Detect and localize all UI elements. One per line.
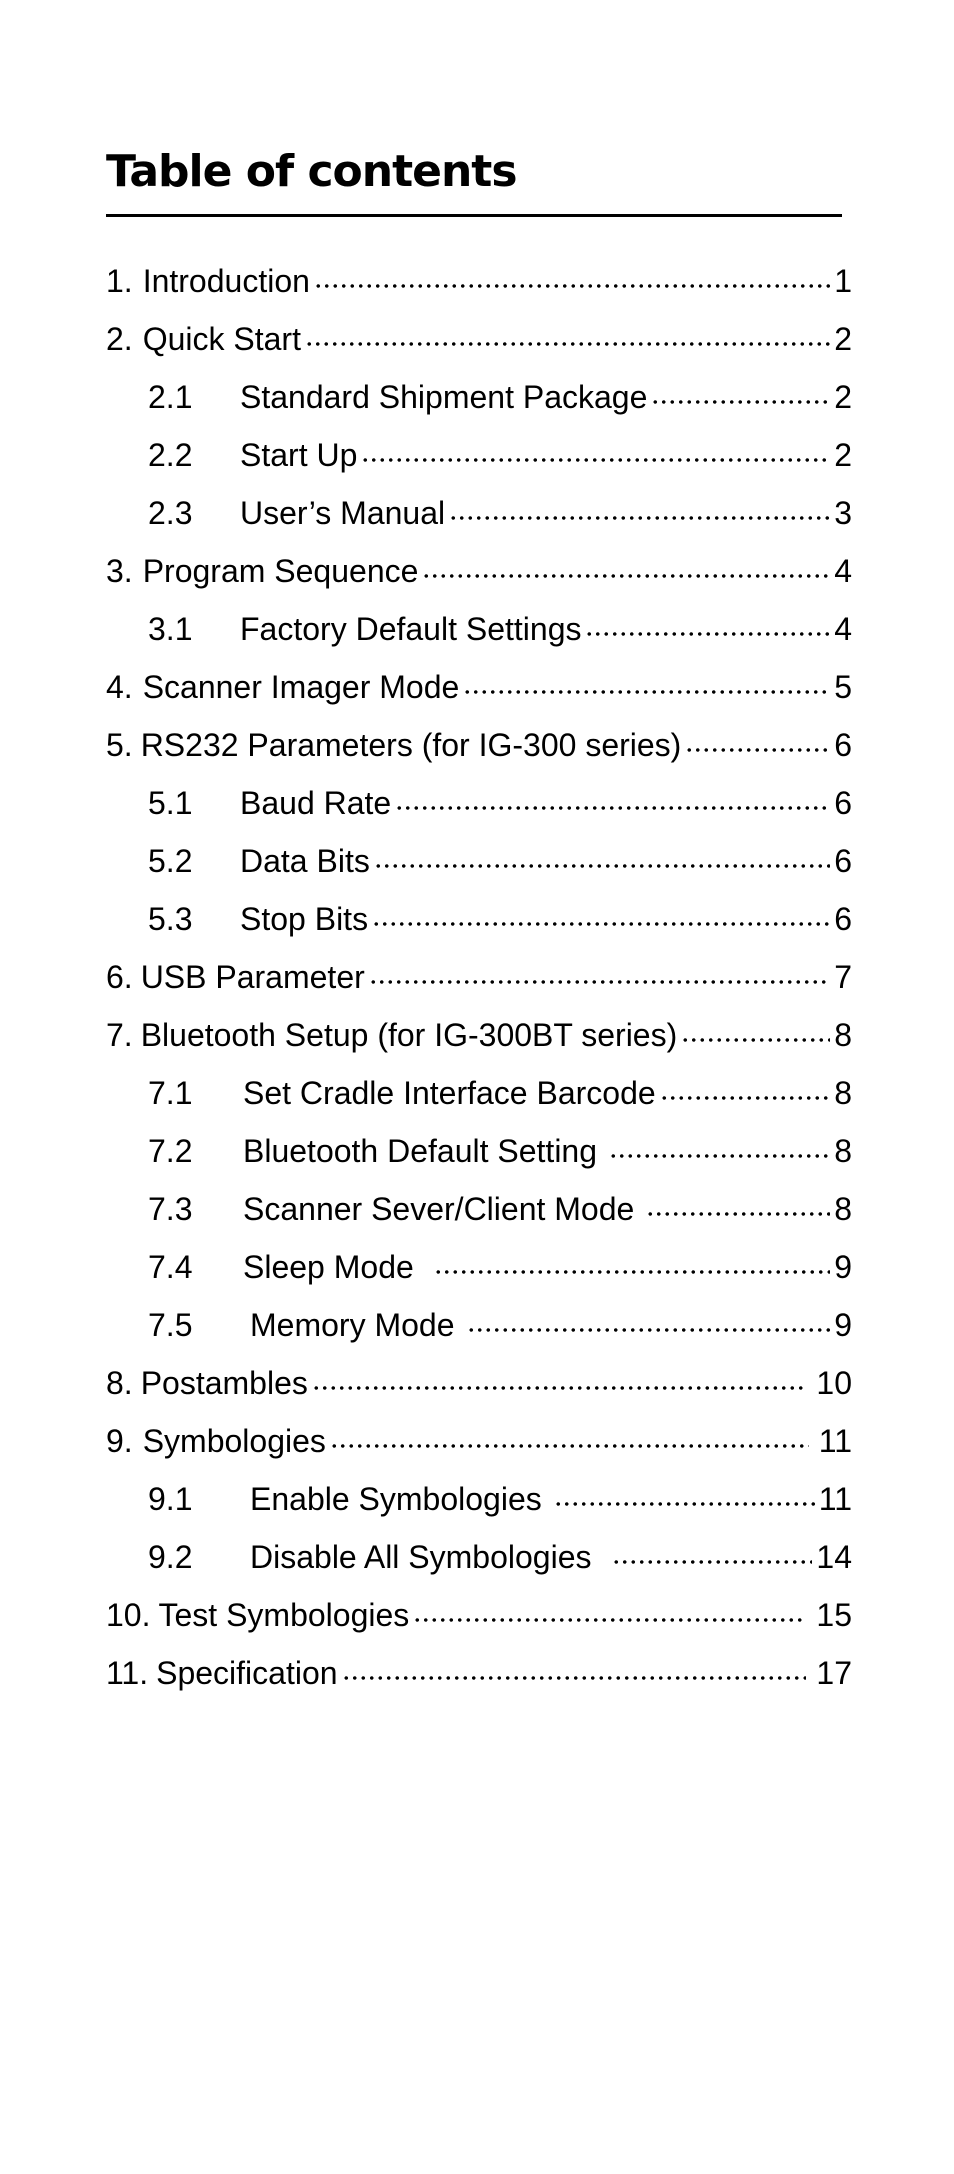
dot-leader [395, 780, 830, 814]
toc-entry-page: 2 [834, 321, 852, 357]
toc-entry-stop-bits[interactable] [148, 896, 852, 940]
dot-leader [685, 722, 830, 756]
toc-entry-number: 9. [106, 1423, 133, 1459]
toc-entry-page: 7 [834, 959, 852, 995]
toc-entry-number: 7. [106, 1017, 133, 1053]
page-title: Table of contents [106, 146, 517, 197]
toc-entry-page: 6 [834, 785, 852, 821]
dot-leader [463, 664, 830, 698]
toc-entry-page: 11 [818, 1423, 852, 1459]
toc-entry-number: 7.4 [148, 1249, 193, 1285]
toc-entry-title: Program Sequence [142, 553, 419, 589]
toc-entry-title: Scanner Imager Mode [142, 669, 460, 705]
toc-entry-introduction[interactable] [106, 258, 852, 302]
dot-leader [374, 838, 830, 872]
toc-entry-scanner-sever-client-mode[interactable] [148, 1186, 852, 1230]
toc-entry-users-manual[interactable] [148, 490, 852, 534]
toc-entry-disable-all-symbologies[interactable] [148, 1534, 852, 1578]
toc-entry-title: Sleep Mode [243, 1249, 414, 1285]
toc-entry-number: 2.2 [148, 437, 193, 473]
dot-leader [312, 1360, 807, 1394]
toc-entry-number: 3. [106, 553, 133, 589]
toc-entry-title: Test Symbologies [158, 1597, 410, 1633]
toc-entry-title: User’s Manual [240, 495, 446, 531]
dot-leader [585, 606, 830, 640]
dot-leader [361, 432, 830, 466]
toc-entry-number: 5.1 [148, 785, 193, 821]
dot-leader [413, 1592, 806, 1626]
toc-entry-page: 5 [834, 669, 852, 705]
toc-entry-number: 1. [106, 263, 133, 299]
dot-leader [651, 374, 830, 408]
toc-entry-memory-mode[interactable] [148, 1302, 852, 1346]
toc-entry-specification[interactable] [106, 1650, 852, 1694]
toc-entry-title: Postambles [140, 1365, 308, 1401]
toc-entry-number: 4. [106, 669, 133, 705]
toc-entry-title: Bluetooth Default Setting [243, 1133, 598, 1169]
toc-entry-number: 7.1 [148, 1075, 193, 1111]
toc-entry-bluetooth-default-setting[interactable] [148, 1128, 852, 1172]
dot-leader [434, 1244, 830, 1278]
dot-leader [372, 896, 830, 930]
toc-entry-page: 8 [834, 1191, 852, 1227]
toc-entry-number: 7.2 [148, 1133, 193, 1169]
toc-entry-enable-symbologies[interactable] [148, 1476, 852, 1520]
toc-entry-set-cradle-interface-barcode[interactable] [148, 1070, 852, 1114]
toc-entry-standard-shipment-package[interactable] [148, 374, 852, 418]
toc-entry-title: Stop Bits [240, 901, 369, 937]
toc-entry-number: 3.1 [148, 611, 193, 647]
toc-entry-title: Start Up [240, 437, 358, 473]
toc-entry-scanner-imager-mode[interactable] [106, 664, 852, 708]
toc-entry-title: Factory Default Settings [240, 611, 582, 647]
toc-entry-page: 6 [834, 843, 852, 879]
toc-entry-page: 9 [834, 1307, 852, 1343]
toc-entry-number: 10. [106, 1597, 151, 1633]
toc-entry-number: 6. [106, 959, 133, 995]
toc-entry-page: 9 [834, 1249, 852, 1285]
toc-entry-program-sequence[interactable] [106, 548, 852, 592]
dot-leader [467, 1302, 831, 1336]
toc-entry-title: Scanner Sever/Client Mode [243, 1191, 635, 1227]
toc-entry-page: 2 [834, 379, 852, 415]
toc-entry-data-bits[interactable] [148, 838, 852, 882]
toc-entry-page: 15 [816, 1597, 852, 1633]
toc-entry-page: 8 [834, 1075, 852, 1111]
dot-leader [681, 1012, 830, 1046]
toc-entry-title: Bluetooth Setup (for IG-300BT series) [140, 1017, 678, 1053]
toc-entry-page: 4 [834, 611, 852, 647]
dot-leader [646, 1186, 830, 1220]
toc-entry-page: 17 [816, 1655, 852, 1691]
dot-leader [305, 316, 830, 350]
toc-entry-page: 2 [834, 437, 852, 473]
toc-entry-title: Memory Mode [250, 1307, 455, 1343]
toc-entry-title: Set Cradle Interface Barcode [243, 1075, 656, 1111]
toc-entry-postambles[interactable] [106, 1360, 852, 1404]
toc-entry-number: 5.3 [148, 901, 193, 937]
toc-entry-number: 9.2 [148, 1539, 193, 1575]
dot-leader [449, 490, 830, 524]
toc-entry-title: USB Parameter [140, 959, 365, 995]
toc-entry-bluetooth-setup[interactable] [106, 1012, 852, 1056]
toc-entry-title: RS232 Parameters (for IG-300 series) [140, 727, 682, 763]
toc-entry-title: Symbologies [142, 1423, 326, 1459]
toc-entry-page: 8 [834, 1017, 852, 1053]
toc-entry-title: Enable Symbologies [250, 1481, 542, 1517]
toc-entry-title: Specification [156, 1655, 338, 1691]
toc-entry-symbologies[interactable] [106, 1418, 852, 1462]
toc-entry-page: 8 [834, 1133, 852, 1169]
toc-entry-number: 7.5 [148, 1307, 193, 1343]
dot-leader [369, 954, 830, 988]
dot-leader [314, 258, 830, 292]
toc-entry-number: 7.3 [148, 1191, 193, 1227]
toc-entry-rs232-parameters[interactable] [106, 722, 852, 766]
toc-entry-title: Quick Start [142, 321, 301, 357]
dot-leader [609, 1128, 830, 1162]
toc-entry-page: 6 [834, 727, 852, 763]
dot-leader [342, 1650, 807, 1684]
toc-entry-title: Data Bits [240, 843, 370, 879]
dot-leader [660, 1070, 831, 1104]
toc-entry-factory-default-settings[interactable] [148, 606, 852, 650]
dot-leader [330, 1418, 809, 1452]
toc-entry-page: 1 [834, 263, 852, 299]
dot-leader [554, 1476, 815, 1510]
toc-entry-quick-start[interactable] [106, 316, 852, 360]
toc-entry-title: Disable All Symbologies [250, 1539, 592, 1575]
toc-entry-page: 11 [818, 1481, 852, 1517]
toc-entry-number: 5.2 [148, 843, 193, 879]
toc-entry-page: 14 [816, 1539, 852, 1575]
toc-entry-number: 11. [106, 1655, 149, 1691]
dot-leader [612, 1534, 813, 1568]
toc-entry-test-symbologies[interactable] [106, 1592, 852, 1636]
toc-entry-baud-rate[interactable] [148, 780, 852, 824]
toc-entry-number: 9.1 [148, 1481, 193, 1517]
toc-entry-number: 5. [106, 727, 133, 763]
toc-entry-page: 3 [834, 495, 852, 531]
toc-entry-number: 8. [106, 1365, 133, 1401]
dot-leader [422, 548, 830, 582]
toc-entry-number: 2.3 [148, 495, 193, 531]
toc-entry-title: Baud Rate [240, 785, 392, 821]
toc-entry-page: 10 [816, 1365, 852, 1401]
toc-entry-title: Introduction [142, 263, 310, 299]
toc-entry-start-up[interactable] [148, 432, 852, 476]
toc-entry-usb-parameter[interactable] [106, 954, 852, 998]
toc-entry-number: 2. [106, 321, 133, 357]
toc-entry-title: Standard Shipment Package [240, 379, 648, 415]
toc-entry-sleep-mode[interactable] [148, 1244, 852, 1288]
toc-entry-page: 4 [834, 553, 852, 589]
toc-entry-number: 2.1 [148, 379, 193, 415]
toc-entry-page: 6 [834, 901, 852, 937]
